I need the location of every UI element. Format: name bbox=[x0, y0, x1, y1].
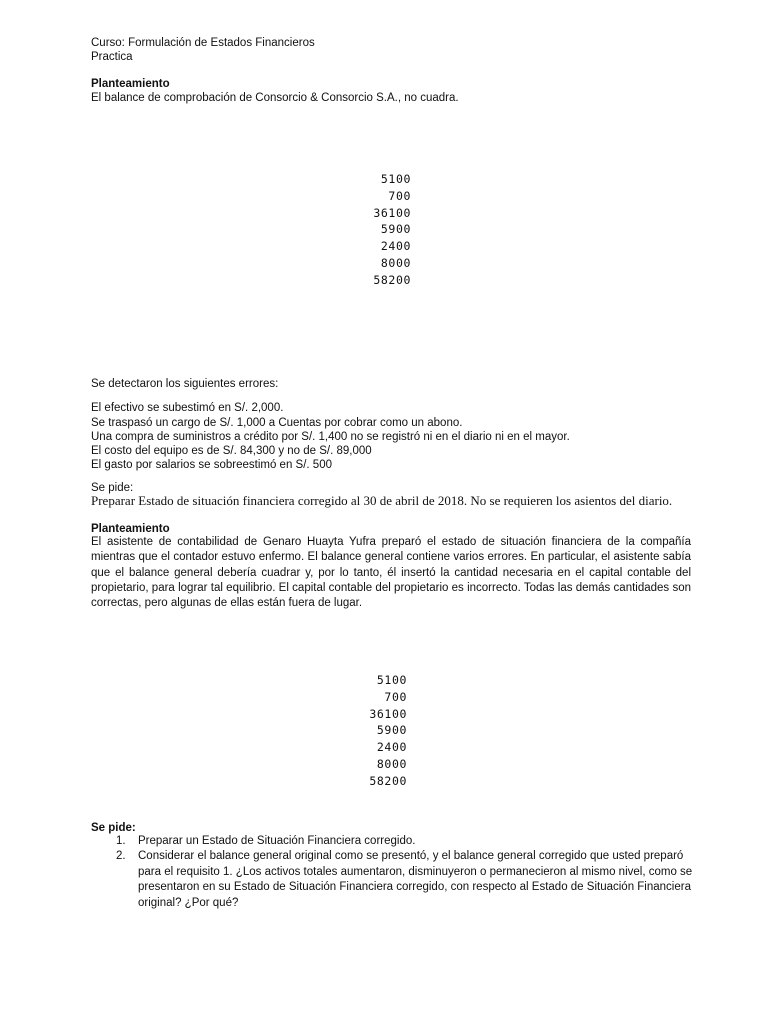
section2-number: 5900 bbox=[376, 723, 407, 738]
section1-number: 5100 bbox=[380, 172, 411, 186]
error-item: El efectivo se subestimó en S/. 2,000. bbox=[91, 402, 284, 414]
list-item-text: Preparar un Estado de Situación Financiera corregido. bbox=[138, 835, 416, 847]
section1-number: 58200 bbox=[373, 272, 411, 287]
list-item-number: 2. bbox=[116, 850, 126, 862]
section1-number-column bbox=[351, 171, 411, 289]
section1-request-text: Preparar Estado de situación financiera corregido al 30 de abril de 2018. No se requieren los asientos del diario. bbox=[91, 493, 673, 508]
list-item-number: 1. bbox=[116, 835, 126, 847]
section1-number: 700 bbox=[388, 188, 411, 203]
section1-number: 2400 bbox=[380, 239, 411, 254]
section1-heading: Planteamiento bbox=[91, 78, 170, 90]
section2-number: 58200 bbox=[369, 773, 407, 788]
error-item: Se traspasó un cargo de S/. 1,000 a Cuentas por cobrar como un abono. bbox=[91, 417, 463, 429]
document-type: Practica bbox=[91, 51, 133, 63]
section1-intro: El balance de comprobación de Consorcio & Consorcio S.A., no cuadra. bbox=[91, 92, 459, 104]
section2-request-label: Se pide: bbox=[91, 822, 136, 834]
section2-paragraph: El asistente de contabilidad de Genaro Huayta Yufra preparó el estado de situación financiera de la compañía mientras que el contador estuvo enfermo. El balance general contiene varios errores. En particular, el asistente sabía que el balance general debería cuadrar y, por lo tanto, él insertó la cantidad necesaria en el capital contable del propietario, para lograr tal equilibrio. El capital contable del propietario es incorrecto. Todas las demás cantidades son correctas, pero algunas de ellas están fuera de lugar. bbox=[91, 536, 691, 610]
section2-number: 5100 bbox=[376, 673, 407, 687]
errors-title: Se detectaron los siguientes errores: bbox=[91, 378, 279, 390]
section2-number: 2400 bbox=[376, 740, 407, 755]
section1-number: 36100 bbox=[373, 205, 411, 220]
section1-number: 8000 bbox=[380, 255, 411, 270]
section2-heading: Planteamiento bbox=[91, 523, 170, 535]
section1-number: 5900 bbox=[380, 222, 411, 237]
section2-number-column bbox=[347, 672, 407, 790]
error-item: El gasto por salarios se sobreestimó en S/. 500 bbox=[91, 459, 332, 471]
list-item-text: Considerar el balance general original como se presentó, y el balance general corregido que usted preparó para el requisito 1. ¿Los activos totales aumentaron, disminuyeron o permanecieron al mismo nivel, como se presentaron en su Estado de Situación Financiera corregido, con respecto al Estado de Situación Financiera original? ¿Por qué? bbox=[138, 850, 693, 909]
section2-number: 8000 bbox=[376, 756, 407, 771]
section1-request-label: Se pide: bbox=[91, 482, 134, 494]
error-item: El costo del equipo es de S/. 84,300 y no de S/. 89,000 bbox=[91, 445, 372, 457]
section2-number: 700 bbox=[384, 689, 407, 704]
error-item: Una compra de suministros a crédito por S/. 1,400 no se registró ni en el diario ni en el mayor. bbox=[91, 431, 570, 443]
course-title: Curso: Formulación de Estados Financieros bbox=[91, 37, 315, 49]
section2-number: 36100 bbox=[369, 706, 407, 721]
